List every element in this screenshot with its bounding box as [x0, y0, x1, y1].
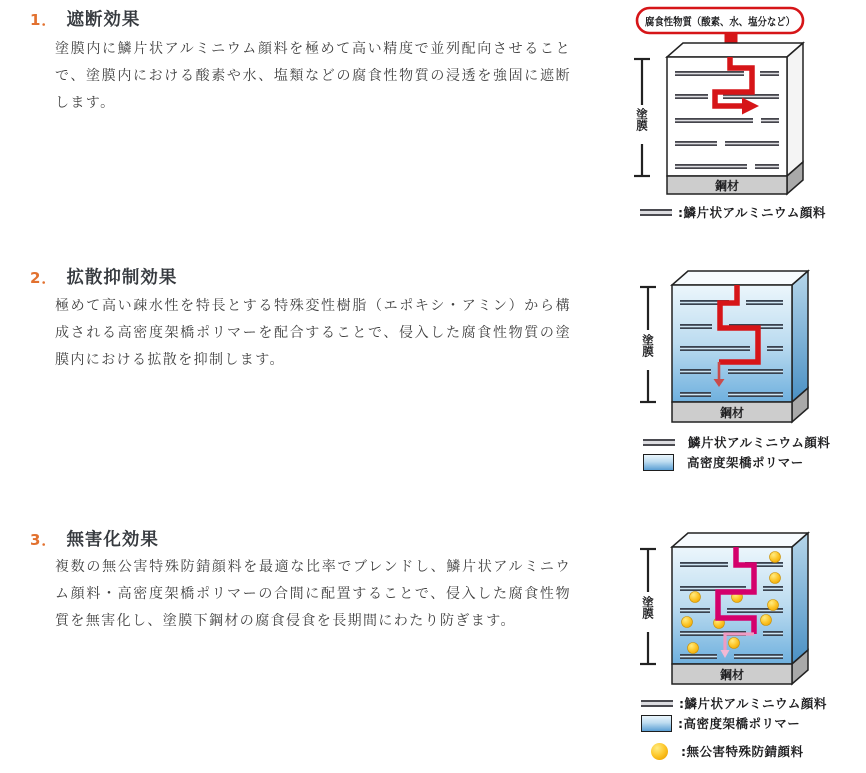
- aluminum-flake-stripe-icon: [641, 700, 673, 707]
- box-top-face: [672, 271, 808, 285]
- aluminum-flake-stripe-icon: [640, 209, 672, 216]
- diagram-blocking-effect: [628, 4, 828, 200]
- coating-label: 塗膜: [635, 108, 649, 131]
- box-right-face: [787, 43, 803, 176]
- coating-label: 塗膜: [641, 334, 655, 357]
- section-3-title: 無害化効果: [66, 530, 159, 550]
- legend-3-rust-pigment: [641, 742, 804, 760]
- coating-label: 塗膜: [641, 596, 655, 619]
- section-2-body: 極めて高い疎水性を特長とする特殊変性樹脂（エポキシ・アミン）から構成される高密度架橋ポリマーを配合することで、侵入した腐食性物質の塗膜内における拡散を抑制します。: [55, 298, 571, 368]
- diagram-detoxification: [628, 520, 828, 690]
- polymer-box-icon: [643, 454, 674, 471]
- section-3-heading: [30, 526, 159, 551]
- box-right-face: [792, 533, 808, 664]
- diagram-diffusion-suppression: [628, 258, 828, 428]
- section-2-title: 拡散抑制効果: [66, 268, 178, 288]
- legend-1-aluminum: [640, 203, 826, 221]
- corrosive-label-text: 腐食性物質（酸素、水、塩分など）: [645, 16, 813, 28]
- steel-label: 鋼材: [714, 179, 740, 193]
- section-2-number: 2．: [30, 269, 58, 287]
- box-top-face: [667, 43, 803, 57]
- legend-2-aluminum: [643, 433, 830, 451]
- section-1-title: 遮断効果: [66, 10, 141, 30]
- section-3-number: 3．: [30, 531, 58, 549]
- section-1-heading: [30, 6, 140, 31]
- legend-2-aluminum-text: 鱗片状アルミニウム顔料: [688, 435, 831, 450]
- steel-label: 鋼材: [719, 668, 745, 682]
- section-1-number: 1．: [30, 11, 58, 29]
- legend-2-polymer-text: 高密度架橋ポリマー: [687, 455, 804, 470]
- aluminum-flake-stripe-icon: [643, 439, 675, 446]
- box-top-face: [672, 533, 808, 547]
- legend-3-aluminum: [641, 694, 827, 712]
- section-1-body: 塗膜内に鱗片状アルミニウム顔料を極めて高い精度で並列配向させることで、塗膜内における酸素や水、塩類などの腐食性物質の浸透を強固に遮断します。: [55, 41, 571, 111]
- section-2-heading: [30, 264, 177, 289]
- polymer-box-icon: [641, 715, 672, 732]
- section-3-body: 複数の無公害特殊防錆顔料を最適な比率でブレンドし、鱗片状アルミニウム顔料・高密度架橋ポリマーの合間に配置することで、侵入した腐食性物質を無害化し、塗膜下鋼材の腐食侵食を長期間にわたり防ぎます。: [55, 559, 571, 629]
- legend-3-polymer: [641, 714, 800, 732]
- box-right-face: [792, 271, 808, 402]
- legend-3-polymer-text: :高密度架橋ポリマー: [678, 716, 801, 731]
- legend-3-rust-pigment-text: :無公害特殊防錆顔料: [681, 744, 804, 759]
- rust-pigment-ball-icon: [651, 743, 668, 760]
- legend-3-aluminum-text: :鱗片状アルミニウム顔料: [679, 696, 827, 711]
- legend-1-aluminum-text: :鱗片状アルミニウム顔料: [678, 205, 826, 220]
- steel-label: 鋼材: [719, 406, 745, 420]
- legend-2-polymer: [643, 453, 804, 471]
